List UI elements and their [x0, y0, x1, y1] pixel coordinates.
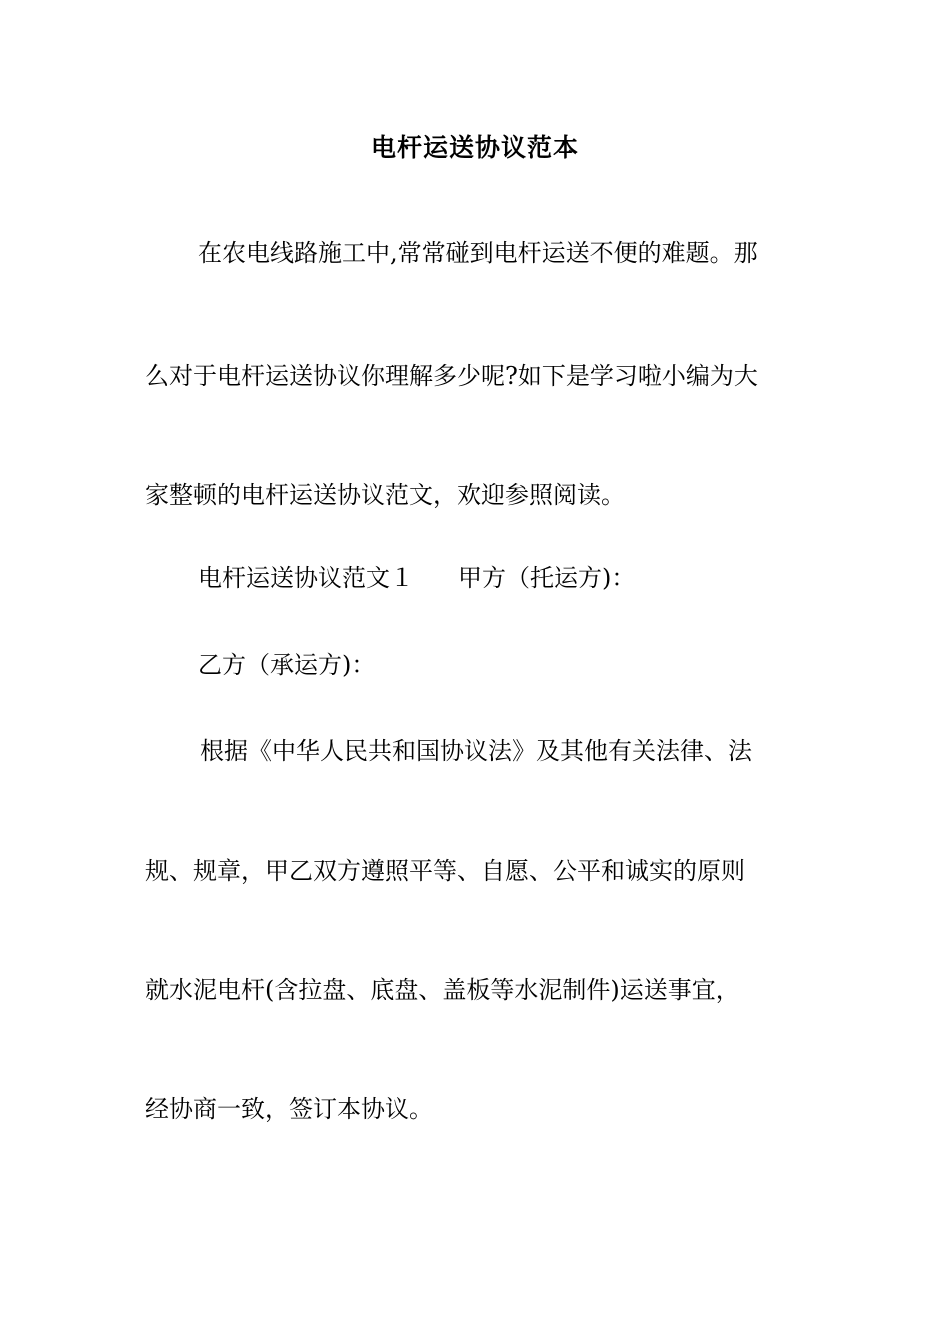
- paragraph-4-line-3: 就水泥电杆(含拉盘、底盘、盖板等水泥制件)运送事宜，: [145, 976, 740, 1004]
- party-a-label: 甲方（托运方)：: [458, 564, 636, 592]
- sample-heading-line: [198, 562, 635, 594]
- party-b-label: 乙方（承运方)：: [198, 651, 376, 679]
- paragraph-1-line-3: 家整顿的电杆运送协议范文，欢迎参照阅读。: [145, 481, 625, 509]
- sample-heading: 电杆运送协议范文１: [198, 564, 414, 592]
- paragraph-4-line-1: 根据《中华人民共和国协议法》及其他有关法律、法: [200, 737, 752, 765]
- paragraph-4-line-4: 经协商一致，签订本协议。: [145, 1095, 433, 1123]
- document-title: 电杆运送协议范本: [370, 133, 579, 162]
- paragraph-4-line-2: 规、规章，甲乙双方遵照平等、自愿、公平和诚实的原则: [145, 857, 745, 885]
- paragraph-1-line-1: 在农电线路施工中,常常碰到电杆运送不便的难题。那: [198, 239, 758, 267]
- paragraph-1-line-2: 么对于电杆运送协议你理解多少呢?如下是学习啦小编为大: [145, 362, 758, 390]
